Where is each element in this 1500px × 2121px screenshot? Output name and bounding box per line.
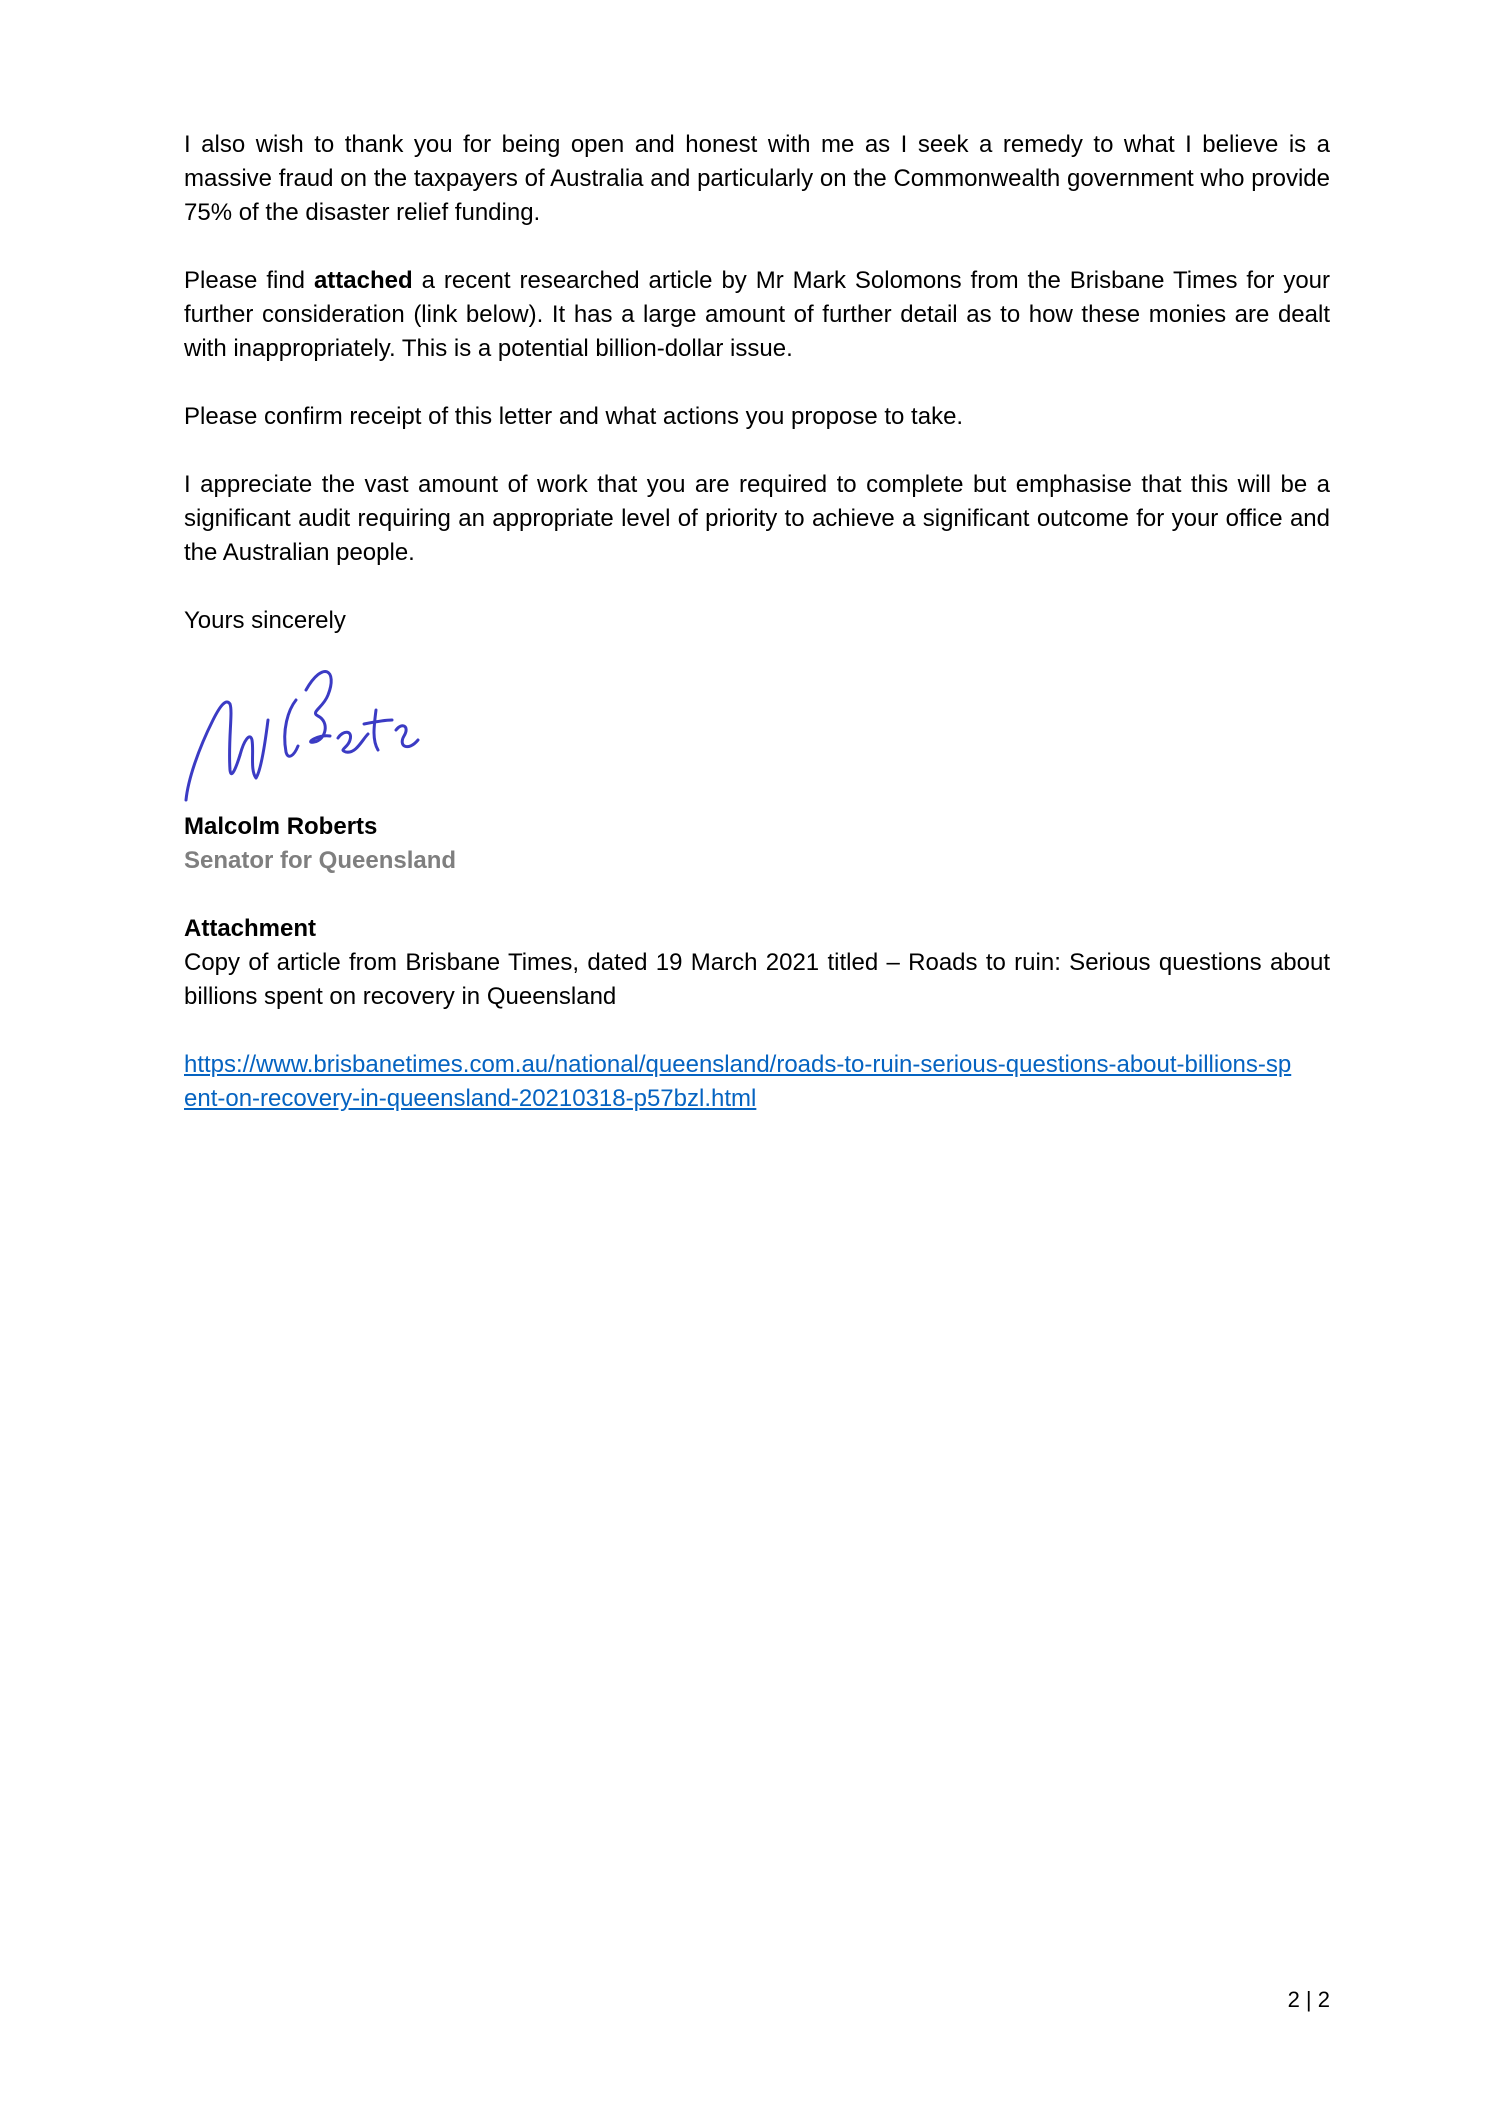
closing-salutation: Yours sincerely: [184, 607, 346, 634]
article-link[interactable]: https://www.brisbanetimes.com.au/national/queensland/roads-to-ruin-serious-questions-about-billions-spent-on-recovery-in-queensland-20210318-p57bzl.html: [184, 1051, 1292, 1112]
letter-body: [184, 128, 1330, 672]
paragraph-attached-article: [184, 264, 1330, 366]
paragraph-attached-lead: Please find: [184, 267, 314, 294]
signer-block: [184, 810, 1330, 878]
signer-name: Malcolm Roberts: [184, 813, 378, 840]
attachment-heading: Attachment: [184, 915, 317, 942]
paragraph-confirm-receipt: Please confirm receipt of this letter and what actions you propose to take.: [184, 403, 964, 430]
signer-title: Senator for Queensland: [184, 847, 457, 874]
page-number: 2 | 2: [1287, 1987, 1330, 2012]
handwritten-signature: [178, 660, 478, 810]
paragraph-attached-rest: a recent researched article by Mr Mark Solomons from the Brisbane Times for your further consideration (link below). It has a large amount of further detail as to how these monies are dealt with inappropriately. This is a potential billion-dollar issue.: [184, 267, 1331, 362]
attachment-block: [184, 912, 1330, 1116]
attachment-description: Copy of article from Brisbane Times, dated 19 March 2021 titled – Roads to ruin: Serious questions about billions spent on recovery in Queensland: [184, 949, 1330, 1010]
paragraph-thanks: I also wish to thank you for being open and honest with me as I seek a remedy to what I believe is a massive fraud on the taxpayers of Australia and particularly on the Commonwealth government who provide 75% of the disaster relief funding.: [184, 131, 1330, 226]
paragraph-priority: I appreciate the vast amount of work that you are required to complete but emphasise that this will be a significant audit requiring an appropriate level of priority to achieve a significant outcome for your office and the Australian people.: [184, 471, 1330, 566]
attached-emphasis: attached: [313, 267, 413, 294]
